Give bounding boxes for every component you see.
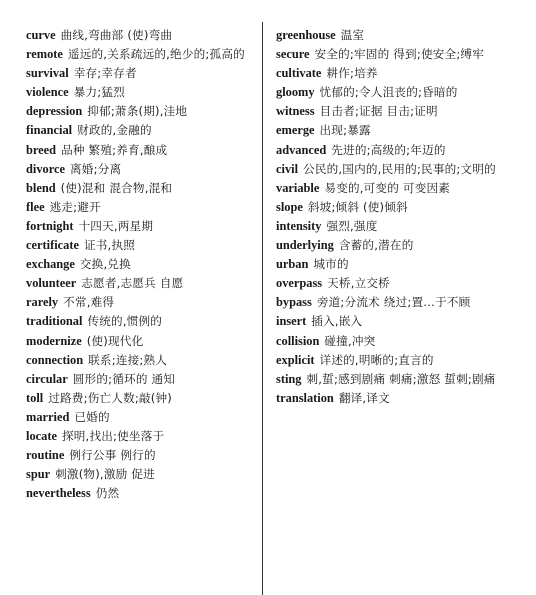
vocab-word: circular [26, 371, 68, 386]
vocab-entry [26, 370, 254, 389]
vocab-definition: 刺激(物),激励 促进 [55, 467, 155, 482]
vocab-word: sting [276, 371, 302, 386]
vocab-entry [276, 389, 504, 408]
vocab-entry [26, 236, 254, 255]
vocab-definition: 易变的,可变的 可变因素 [324, 180, 451, 195]
vocab-word: translation [276, 390, 334, 405]
vocab-definition: 先进的;高级的;年迈的 [331, 142, 446, 157]
vocab-word: financial [26, 123, 73, 138]
vocab-definition: 已婚的 [74, 409, 110, 424]
vocab-definition: 翻译,译文 [338, 390, 390, 405]
vocab-entry [26, 351, 254, 370]
vocab-definition: 过路费;伤亡人数;敲(钟) [48, 390, 173, 405]
vocab-definition: 温室 [340, 28, 365, 42]
vocab-word: intensity [276, 218, 322, 233]
vocab-entry [276, 160, 504, 179]
vocab-word: underlying [276, 238, 334, 253]
vocab-entry [26, 141, 254, 160]
vocab-definition: 忧郁的;令人沮丧的;昏暗的 [319, 85, 458, 100]
vocab-definition: 天桥,立交桥 [327, 276, 390, 291]
vocab-word: rarely [26, 295, 59, 310]
vocab-definition: 详述的,明晰的;直言的 [319, 352, 434, 367]
vocab-entry [26, 274, 254, 293]
vocab-entry [276, 332, 504, 351]
vocab-word: exchange [26, 257, 75, 272]
vocab-word: civil [276, 161, 299, 176]
vocab-word: greenhouse [276, 28, 336, 42]
column-divider [262, 22, 263, 595]
vocab-entry [26, 484, 254, 503]
vocab-word: cultivate [276, 66, 322, 81]
vocab-entry [26, 389, 254, 408]
vocab-entry [26, 217, 254, 236]
vocab-entry [276, 141, 504, 160]
vocab-definition: 证书,执照 [83, 238, 136, 253]
vocab-definition: (使)混和 混合物,混和 [60, 180, 173, 195]
vocab-word: witness [276, 104, 315, 119]
vocab-entry [26, 332, 254, 351]
vocab-entry [26, 160, 254, 179]
vocab-entry [26, 446, 254, 465]
vocab-word: locate [26, 428, 57, 443]
vocab-entry [26, 198, 254, 217]
vocab-word: nevertheless [26, 486, 91, 501]
vocab-word: traditional [26, 314, 83, 329]
vocab-definition: 遥远的,关系疏远的,绝少的;孤高的 [67, 47, 245, 62]
vocab-entry [276, 351, 504, 370]
vocab-word: variable [276, 180, 320, 195]
vocab-definition: 暴力;猛烈 [73, 85, 125, 100]
vocab-entry [276, 312, 504, 331]
vocab-word: breed [26, 142, 57, 157]
vocab-word: routine [26, 448, 65, 463]
vocab-entry [276, 121, 504, 140]
vocab-word: urban [276, 257, 309, 272]
vocab-definition: 碰撞,冲突 [324, 333, 376, 348]
vocab-definition: 目击者;证据 目击;证明 [319, 104, 438, 119]
vocab-definition: 志愿者,志愿兵 自愿 [81, 276, 184, 291]
vocab-definition: 传统的,惯例的 [87, 314, 163, 329]
vocab-word: bypass [276, 295, 312, 310]
vocab-definition: 不常,难得 [63, 295, 115, 310]
vocab-definition: 十四天,两星期 [78, 218, 154, 233]
vocab-entry [276, 236, 504, 255]
vocab-definition: 财政的,金融的 [77, 123, 152, 138]
vocab-entry [276, 198, 504, 217]
vocab-entry [276, 64, 504, 83]
vocab-entry [26, 26, 254, 45]
vocab-word: spur [26, 467, 51, 482]
vocab-entry [276, 293, 504, 312]
vocab-entry [276, 102, 504, 121]
vocab-entry [26, 465, 254, 484]
vocab-word: divorce [26, 161, 65, 176]
vocab-definition: 仍然 [95, 486, 120, 501]
vocab-word: emerge [276, 123, 315, 138]
vocab-word: fortnight [26, 218, 74, 233]
vocab-word: collision [276, 333, 320, 348]
vocab-entry [26, 45, 254, 64]
vocab-entry [26, 408, 254, 427]
vocab-entry [26, 293, 254, 312]
vocab-definition: 刺,蜇;感到剧痛 刺痛;激怒 蜇刺;剧痛 [306, 371, 496, 386]
vocab-definition: (使)现代化 [86, 333, 144, 348]
vocab-definition: 抑郁;萧条(期),洼地 [87, 104, 188, 119]
vocab-definition: 耕作;培养 [326, 66, 378, 81]
vocab-word: insert [276, 314, 307, 329]
vocab-definition: 强烈,强度 [326, 218, 378, 233]
vocab-word: gloomy [276, 85, 315, 100]
vocab-definition: 旁道;分流术 绕过;置…于不顾 [316, 295, 471, 310]
vocab-definition: 斜坡;倾斜 (使)倾斜 [307, 199, 408, 214]
vocab-word: secure [276, 47, 310, 62]
vocab-entry [26, 312, 254, 331]
vocab-definition: 曲线,弯曲部 (使)弯曲 [60, 28, 173, 42]
vocab-entry [276, 255, 504, 274]
vocab-definition: 逃走;避开 [49, 199, 101, 214]
vocab-word: depression [26, 104, 83, 119]
vocab-definition: 探明,找出;使坐落于 [61, 428, 165, 443]
vocab-entry [26, 427, 254, 446]
vocab-word: curve [26, 28, 56, 42]
vocab-definition: 品种 繁殖;养育,酿成 [61, 142, 168, 157]
vocab-definition: 出现;暴露 [319, 123, 371, 138]
vocab-word: toll [26, 390, 44, 405]
vocab-entry [276, 83, 504, 102]
vocab-word: modernize [26, 333, 82, 348]
vocab-entry [276, 274, 504, 293]
vocab-definition: 例行公事 例行的 [69, 448, 156, 463]
vocab-word: flee [26, 199, 45, 214]
vocab-definition: 幸存;幸存者 [73, 66, 137, 81]
left-column [26, 26, 254, 503]
vocab-definition: 联系;连接;熟人 [88, 352, 168, 367]
vocab-word: overpass [276, 276, 323, 291]
vocab-word: explicit [276, 352, 315, 367]
vocab-word: connection [26, 352, 84, 367]
vocab-word: slope [276, 199, 303, 214]
vocab-word: survival [26, 66, 69, 81]
vocab-entry [276, 26, 504, 45]
vocab-word: blend [26, 180, 56, 195]
vocab-definition: 公民的,国内的,民用的;民事的;文明的 [303, 161, 496, 176]
vocab-entry [26, 83, 254, 102]
vocab-entry [276, 45, 504, 64]
vocab-definition: 交换,兑换 [79, 257, 131, 272]
vocab-definition: 离婚;分离 [70, 161, 122, 176]
vocab-word: advanced [276, 142, 327, 157]
vocab-definition: 含蓄的,潜在的 [338, 238, 414, 253]
vocab-entry [276, 370, 504, 389]
vocab-definition: 城市的 [313, 257, 349, 272]
vocab-word: certificate [26, 238, 79, 253]
vocab-word: remote [26, 47, 63, 62]
vocab-entry [276, 217, 504, 236]
right-column [276, 26, 504, 408]
vocab-entry [26, 121, 254, 140]
vocab-word: violence [26, 85, 69, 100]
vocab-word: married [26, 409, 70, 424]
vocab-definition: 安全的;牢固的 得到;使安全;缚牢 [314, 47, 485, 62]
vocab-definition: 圆形的;循环的 通知 [72, 371, 176, 386]
vocab-entry [276, 179, 504, 198]
vocab-entry [26, 64, 254, 83]
vocab-word: volunteer [26, 276, 77, 291]
vocab-entry [26, 179, 254, 198]
vocab-definition: 插入,嵌入 [311, 314, 363, 329]
vocab-entry [26, 255, 254, 274]
vocab-entry [26, 102, 254, 121]
